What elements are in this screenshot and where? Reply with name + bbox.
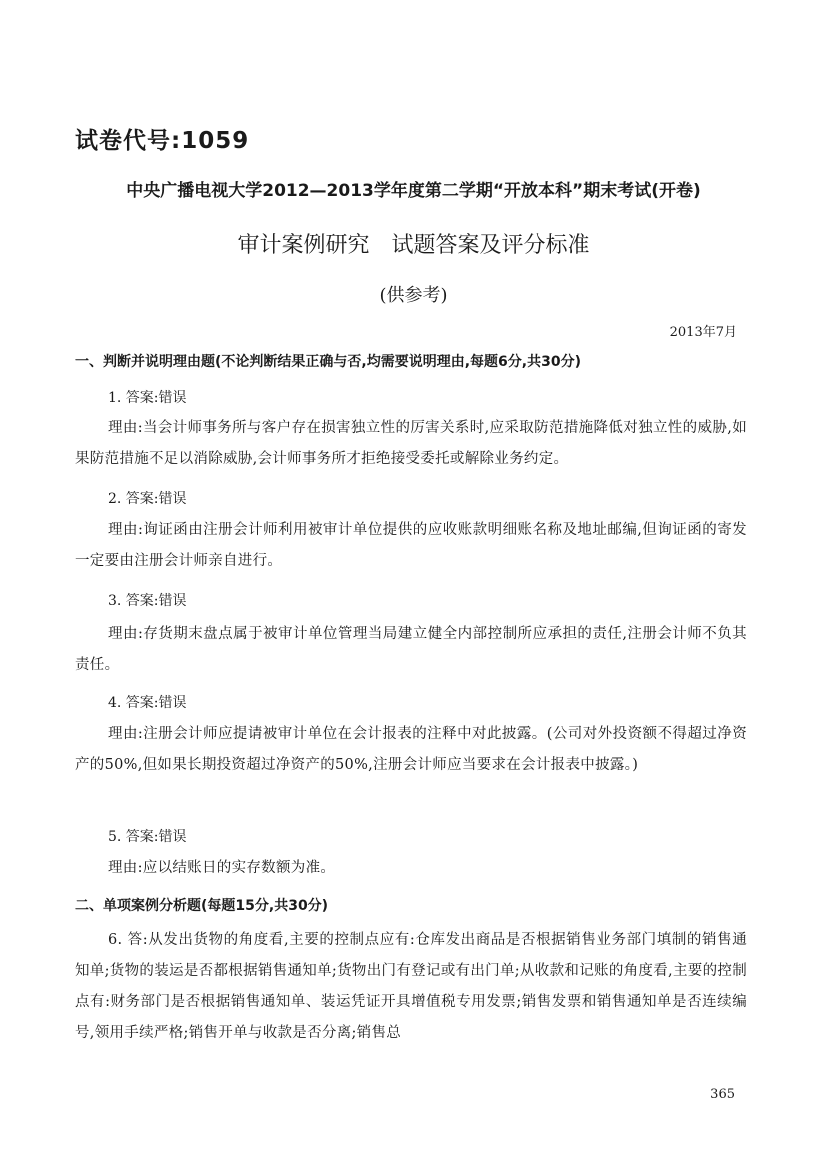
reason-4: 理由:注册会计师应提请被审计单位在会计报表的注释中对此披露。(公司对外投资额不得超过净资产的50%,但如果长期投资超过净资产的50%,注册会计师应当要求在会计报表中披露。) xyxy=(75,726,747,773)
reference-note: (供参考) xyxy=(379,285,448,306)
exam-title: 中央广播电视大学2012—2013学年度第二学期“开放本科”期末考试(开卷) xyxy=(126,181,701,201)
answer-2: 2. 答案:错误 xyxy=(108,491,187,507)
exam-code: 试卷代号:1059 xyxy=(75,128,250,154)
answer-4: 4. 答案:错误 xyxy=(108,695,187,711)
reason-2: 理由:询证函由注册会计师利用被审计单位提供的应收账款明细账名称及地址邮编,但询证函的寄发一定要由注册会计师亲自进行。 xyxy=(75,522,747,569)
answer-3: 3. 答案:错误 xyxy=(108,593,187,609)
answer-6-paragraph: 6. 答:从发出货物的角度看,主要的控制点应有:仓库发出商品是否根据销售业务部门填制的销售通知单;货物的装运是否都根据销售通知单;货物出门有登记或有出门单;从收款和记账的角度看,主要的控制点有:财务部门是否根据销售通知单、装运凭证开具增值税专用发票;销售发票和销售通知单是否连续编号,领用手续严格;销售开单与收款是否分离;销售总 xyxy=(75,932,747,1041)
reason-5: 理由:应以结账日的实存数额为准。 xyxy=(108,860,336,876)
reason-3: 理由:存货期末盘点属于被审计单位管理当局建立健全内部控制所应承担的责任,注册会计师不负其责任。 xyxy=(75,626,747,673)
answer-5: 5. 答案:错误 xyxy=(108,829,187,845)
exam-date: 2013年7月 xyxy=(669,325,737,340)
page-number: 365 xyxy=(710,1087,735,1102)
section-1-heading: 一、判断并说明理由题(不论判断结果正确与否,均需要说明理由,每题6分,共30分) xyxy=(75,354,581,370)
subject-title: 审计案例研究 试题答案及评分标准 xyxy=(237,233,590,258)
reason-1: 理由:当会计师事务所与客户存在损害独立性的厉害关系时,应采取防范措施降低对独立性的威胁,如果防范措施不足以消除威胁,会计师事务所才拒绝接受委托或解除业务约定。 xyxy=(75,420,747,467)
answer-1: 1. 答案:错误 xyxy=(108,390,187,406)
section-2-heading: 二、单项案例分析题(每题15分,共30分) xyxy=(75,898,329,914)
